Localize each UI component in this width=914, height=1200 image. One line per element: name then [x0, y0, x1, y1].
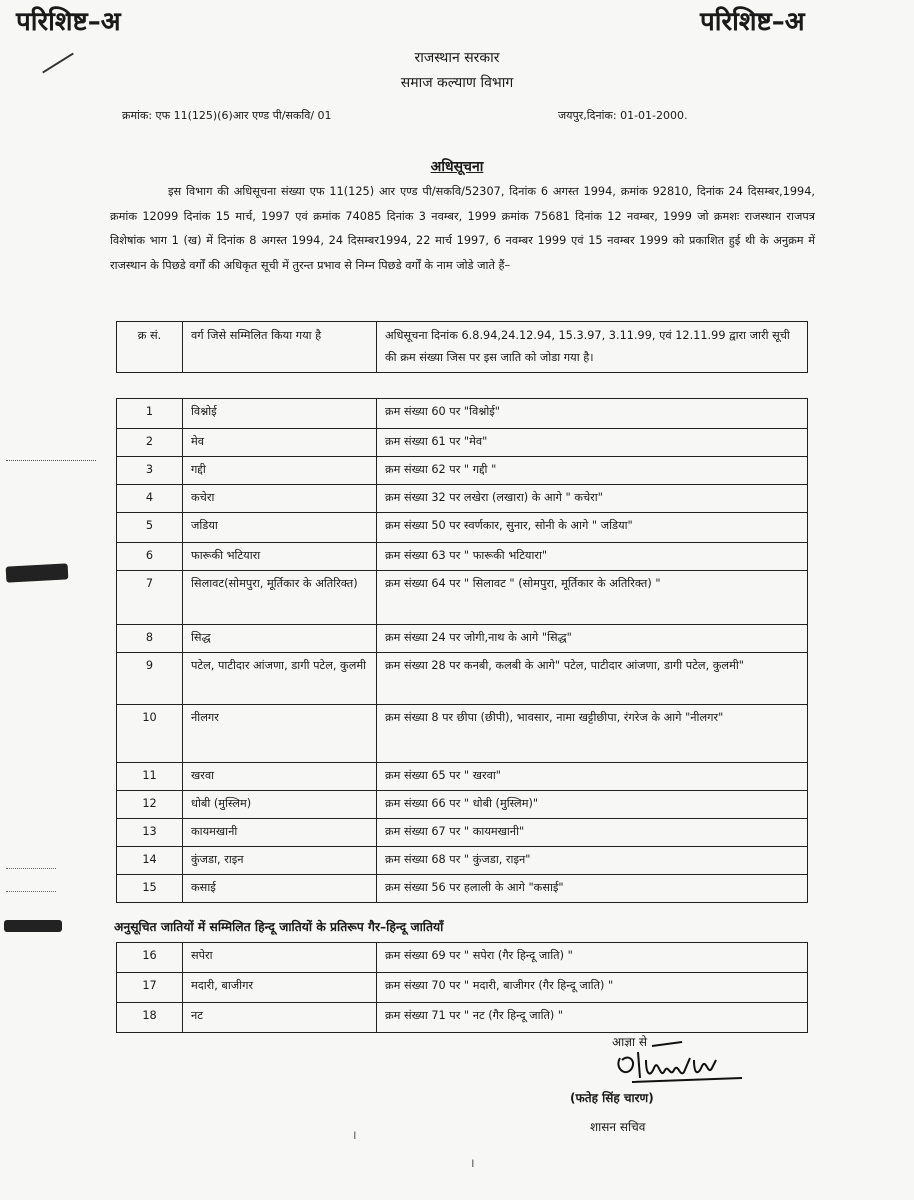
- table-row: [117, 847, 808, 875]
- table-row: [117, 1003, 808, 1033]
- row-caste: सपेरा: [183, 943, 377, 973]
- row-sn: 10: [117, 705, 183, 763]
- row-caste: धोबी (मुस्लिम): [183, 791, 377, 819]
- scan-mark: [6, 563, 69, 582]
- row-sn: 6: [117, 543, 183, 571]
- table-row: [117, 819, 808, 847]
- row-caste: जडिया: [183, 513, 377, 543]
- row-sn: 4: [117, 485, 183, 513]
- row-sn: 12: [117, 791, 183, 819]
- table-row: [117, 571, 808, 625]
- row-reference: क्रम संख्या 60 पर "विश्नोई": [377, 399, 808, 429]
- row-caste: नट: [183, 1003, 377, 1033]
- header-reference: अधिसूचना दिनांक 6.8.94,24.12.94, 15.3.97, 3.11.99, एवं 12.11.99 द्वारा जारी सूची की क्रम संख्या जिस पर इस जाति को जोडा गया है।: [377, 322, 808, 373]
- non-hindu-caste-table: [116, 942, 808, 1033]
- row-reference: क्रम संख्या 8 पर छीपा (छीपी), भावसार, नामा खट्टीछीपा, रंगरेज के आगे "नीलगर": [377, 705, 808, 763]
- table-row: [117, 763, 808, 791]
- row-sn: 14: [117, 847, 183, 875]
- scan-mark: [6, 460, 96, 462]
- government-name: राजस्थान सरकार: [414, 50, 500, 66]
- row-reference: क्रम संख्या 32 पर लखेरा (लखारा) के आगे " कचेरा": [377, 485, 808, 513]
- row-reference: क्रम संख्या 56 पर हलाली के आगे "कसाई": [377, 875, 808, 903]
- appendix-label-left: परिशिष्ट–अ: [16, 7, 121, 37]
- scan-mark: [6, 868, 56, 892]
- row-caste: गद्दी: [183, 457, 377, 485]
- section-subheading: अनुसूचित जातियों में सम्मिलित हिन्दू जातियों के प्रतिरूप गैर–हिन्दू जातियाँ: [114, 920, 444, 934]
- row-sn: 1: [117, 399, 183, 429]
- row-caste: फारूकी भटियारा: [183, 543, 377, 571]
- row-caste: मदारी, बाजीगर: [183, 973, 377, 1003]
- document-date: जयपुर,दिनांक: 01-01-2000.: [558, 109, 688, 122]
- department-name: समाज कल्याण विभाग: [400, 75, 514, 91]
- table-row: [117, 485, 808, 513]
- row-reference: क्रम संख्या 66 पर " धोबी (मुस्लिम)": [377, 791, 808, 819]
- row-sn: 17: [117, 973, 183, 1003]
- row-sn: 18: [117, 1003, 183, 1033]
- row-sn: 2: [117, 429, 183, 457]
- row-sn: 5: [117, 513, 183, 543]
- row-reference: क्रम संख्या 65 पर " खरवा": [377, 763, 808, 791]
- document-title: अधिसूचना: [430, 159, 484, 175]
- page-mark: ।: [352, 1128, 357, 1142]
- row-caste: नीलगर: [183, 705, 377, 763]
- row-reference: क्रम संख्या 24 पर जोगी,नाथ के आगे "सिद्ध": [377, 625, 808, 653]
- row-caste: विश्नोई: [183, 399, 377, 429]
- row-reference: क्रम संख्या 63 पर " फारूकी भटियारा": [377, 543, 808, 571]
- row-reference: क्रम संख्या 50 पर स्वर्णकार, सुनार, सोनी के आगे " जडिया": [377, 513, 808, 543]
- table-row: [117, 943, 808, 973]
- row-reference: क्रम संख्या 61 पर "मेव": [377, 429, 808, 457]
- row-caste: कायमखानी: [183, 819, 377, 847]
- table-row: [117, 625, 808, 653]
- row-caste: सिलावट(सोमपुरा, मूर्तिकार के अतिरिक्त): [183, 571, 377, 625]
- row-caste: कुंजडा, राइन: [183, 847, 377, 875]
- row-reference: क्रम संख्या 71 पर " नट (गैर हिन्दू जाति) ": [377, 1003, 808, 1033]
- table-row: [117, 973, 808, 1003]
- row-caste: मेव: [183, 429, 377, 457]
- row-reference: क्रम संख्या 62 पर " गद्दी ": [377, 457, 808, 485]
- row-caste: खरवा: [183, 763, 377, 791]
- row-sn: 13: [117, 819, 183, 847]
- appendix-label-right: परिशिष्ट–अ: [700, 7, 805, 37]
- table-row: [117, 429, 808, 457]
- row-sn: 7: [117, 571, 183, 625]
- table-row: [117, 653, 808, 705]
- by-order-text: आज्ञा से: [612, 1035, 647, 1049]
- body-paragraph: इस विभाग की अधिसूचना संख्या एफ 11(125) आर एण्ड पी/सकवि/52307, दिनांक 6 अगस्त 1994, क्रमांक 92810, दिनांक 24 दिसम्बर,1994, क्रमांक 12099 दिनांक 15 मार्च, 1997 एवं क्रमांक 74085 दिनांक 3 नवम्बर, 1999 क्रमांक 75681 दिनांक 12 नवम्बर, 1999 जो क्रमशः राजस्थान राजपत्र विशेषांक भाग 1 (ख) में दिनांक 8 अगस्त 1994, 24 दिसम्बर1994, 22 मार्च 1997, 6 नवम्बर 1999 एवं 15 नवम्बर 1999 को प्रकाशित हुई थी के अनुक्रम में राजस्थान के पिछडे वर्गों की अधिकृत सूची में तुरन्त प्रभाव से निम्न पिछडे वर्गों के नाम जोडे जाते हैं–: [110, 185, 815, 272]
- table-row: [117, 399, 808, 429]
- row-caste: कचेरा: [183, 485, 377, 513]
- header-caste: वर्ग जिसे सम्मिलित किया गया है: [183, 322, 377, 373]
- table-row: [117, 543, 808, 571]
- row-reference: क्रम संख्या 64 पर " सिलावट " (सोमपुरा, मूर्तिकार के अतिरिक्त) ": [377, 571, 808, 625]
- row-sn: 9: [117, 653, 183, 705]
- table-row: [117, 457, 808, 485]
- scan-mark: [4, 920, 62, 932]
- row-reference: क्रम संख्या 28 पर कनबी, कलबी के आगे" पटेल, पाटीदार आंजणा, डागी पटेल, कुलमी": [377, 653, 808, 705]
- row-caste: कसाई: [183, 875, 377, 903]
- table-row: [117, 513, 808, 543]
- row-reference: क्रम संख्या 70 पर " मदारी, बाजीगर (गैर हिन्दू जाति) ": [377, 973, 808, 1003]
- row-reference: क्रम संख्या 68 पर " कुंजडा, राइन": [377, 847, 808, 875]
- row-sn: 15: [117, 875, 183, 903]
- row-sn: 3: [117, 457, 183, 485]
- table-row: [117, 791, 808, 819]
- row-caste: सिद्ध: [183, 625, 377, 653]
- row-sn: 11: [117, 763, 183, 791]
- header-table: [116, 321, 808, 373]
- signatory-name: (फतेह सिंह चारण): [570, 1091, 654, 1105]
- row-reference: क्रम संख्या 67 पर " कायमखानी": [377, 819, 808, 847]
- table-row: [117, 705, 808, 763]
- row-caste: पटेल, पाटीदार आंजणा, डागी पटेल, कुलमी: [183, 653, 377, 705]
- row-sn: 8: [117, 625, 183, 653]
- row-reference: क्रम संख्या 69 पर " सपेरा (गैर हिन्दू जाति) ": [377, 943, 808, 973]
- table-row: [117, 875, 808, 903]
- reference-number: क्रमांक: एफ 11(125)(6)आर एण्ड पी/सकवि/ 01: [122, 109, 332, 122]
- header-sn: क्र सं.: [117, 322, 183, 373]
- signatory-designation: शासन सचिव: [590, 1120, 646, 1134]
- caste-table: [116, 398, 808, 903]
- signature: [612, 1038, 752, 1088]
- row-sn: 16: [117, 943, 183, 973]
- page-mark: ।: [470, 1156, 475, 1170]
